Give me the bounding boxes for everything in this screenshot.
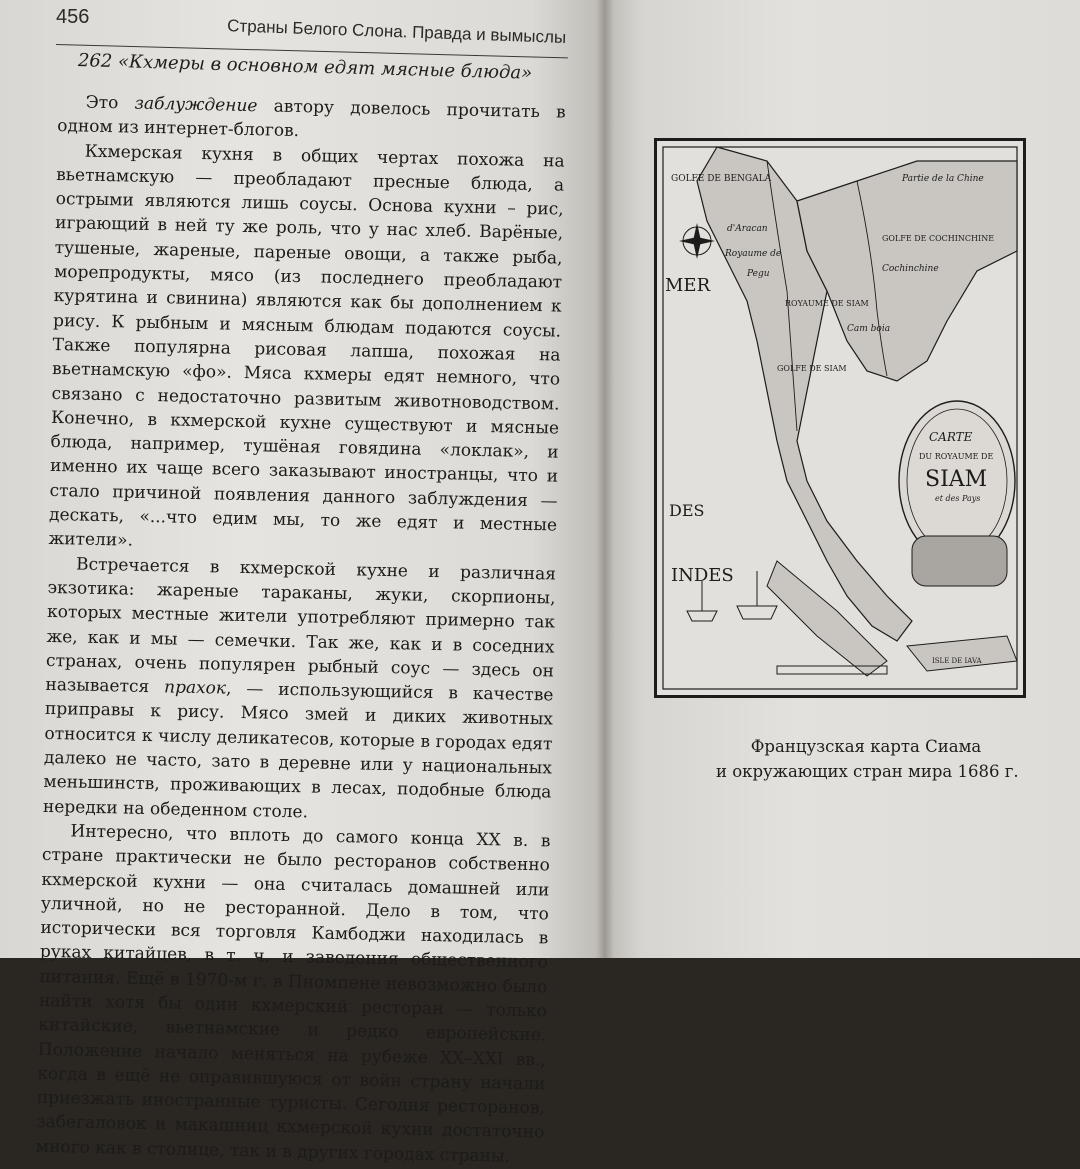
map-label-mer: MER — [665, 275, 711, 296]
map-cartouche-line1: CARTE — [929, 430, 973, 444]
paragraph: Кхмерская кухня в общих чертах похожа на вьетнамскую — преобладают пресные блюда, а острыми являются лишь соусы. Основа кухни – рис, играющий в ней ту же роль, что у нас хлеб. Варёные, тушеные, жареные, пареные овощи, а также рыба, морепродукты, мясо (из последнего преобладают курятина и свинина) являются как бы дополнением к рису. К рыбным и мясным блюдам подаются соусы. Также популярна рисовая лапша, похожая на вьетнамскую «фо». Мяса кхмеры едят немного, что связано с недостаточно развитым животноводством. Конечно, в кхмерской кухне существуют и мясные блюда, например, тушёная говядина «локлак», и именно их чаще всего заказывают иностранцы, что и стало причиной появления данного заблуждения — дескать, «...что едим мы, то же едят и местные жители». — [48, 141, 565, 552]
section-heading: 262 «Кхмеры в основном едят мясные блюда» — [77, 50, 533, 84]
map-cartouche-line2: DU ROYAUME DE — [919, 452, 994, 461]
map-illustration — [654, 138, 1026, 698]
map-label-indes: INDES — [671, 565, 734, 586]
map-label-cochinchine: Cochinchine — [882, 264, 939, 274]
caption-line-1: Французская карта Сиама — [750, 737, 982, 756]
paragraph: Это заблуждение автору довелось прочитать в одном из интернет-блогов. — [57, 92, 566, 142]
paragraph: Интересно, что вплоть до самого конца XX в. в стране практически не было ресторанов собственно кхмерской кухни — она считалась домашней или уличной, но не ресторанной. Дело в том, что исторически вся торговля Камбоджи находилась в руках китайцев, в т. ч. и заведения общественного питания. Ещё в 1970-м г. в Пномпене невозможно было найти хотя бы один кхмерский ресторан — только китайские, вьетнамские и редко европейские. Положение начало меняться на рубеже XX–XXI вв., когда в ещё не оправившуюся от войн страну начали приезжать иностранные туристы. Сегодня ресторанов, забегаловок и макашниц кхмерской кухни достаточно много как в столице, так и в других городах страны. — [35, 821, 551, 1167]
running-title: Страны Белого Слона. Правда и вымыслы — [226, 16, 567, 47]
caption-line-2: и окружающих стран мира 1686 г. — [716, 762, 1019, 781]
map-drawing — [657, 141, 1023, 695]
map-label-golfe-cochinchine: GOLFE DE COCHINCHINE — [882, 234, 995, 243]
running-head — [56, 4, 567, 47]
map-label-partie-chine: Partie de la Chine — [902, 174, 984, 184]
map-label-arracan: d'Aracan — [727, 224, 768, 234]
map-label-camboia: Cam boia — [847, 324, 891, 334]
map-label-isle-java: ISLE DE IAVA — [932, 657, 982, 665]
body-text — [36, 90, 566, 1169]
map-label-golfe-siam: GOLFE DE SIAM — [777, 364, 847, 373]
map-cartouche-line3: SIAM — [925, 467, 988, 492]
map-label-pegu: Pegu — [747, 269, 770, 279]
map-cartouche-line4: et des Pays — [935, 494, 981, 503]
page-number: 456 — [56, 6, 90, 28]
map-label-des: DES — [669, 501, 705, 520]
map-label-golfe-bengala: GOLFE DE BENGALA — [671, 174, 772, 184]
book-gutter — [596, 0, 614, 958]
map-label-royaume-siam: ROYAUME DE SIAM — [785, 299, 869, 308]
map-caption — [716, 734, 1019, 784]
paragraph: Встречается в кхмерской кухне и различная экзотика: жареные тараканы, жуки, скорпионы, которых местные жители употребляют примерно так же, как и мы — семечки. Так же, как и в соседних странах, очень популярен рыбный соус — здесь он называется прахок, — использующийся в качестве приправы к рису. Мясо змей и диких животных относится к числу деликатесов, которые в городах едят далеко не часто, зато в деревне или у национальных меньшинств, проживающих в лесах, подобные блюда нередки на обеденном столе. — [42, 554, 557, 823]
map-label-royaume: Royaume de — [725, 249, 782, 259]
